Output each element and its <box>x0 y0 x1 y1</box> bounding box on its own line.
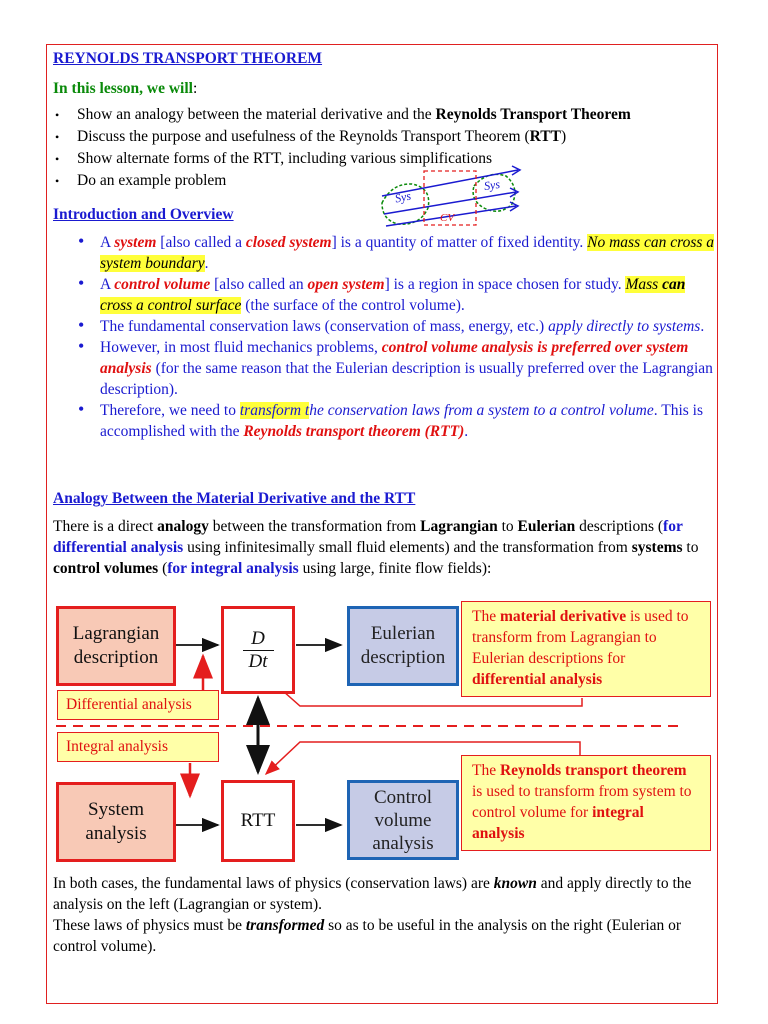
integral-analysis-label: Integral analysis <box>57 732 219 762</box>
sketch-sys-right-label: Sys <box>483 176 501 194</box>
control-volume-analysis-box: Control volume analysis <box>347 780 459 860</box>
material-derivative-box: D Dt <box>221 606 295 694</box>
list-item: • A control volume [also called an open system] is a region in space chosen for study. Mass can cross a control surface (the surface of the control volume). <box>78 274 718 316</box>
material-derivative-note: The material derivative is used to transform from Lagrangian to Eulerian descriptions for differential analysis <box>461 601 711 697</box>
rtt-note: The Reynolds transport theorem is used to transform from system to control volume for integral analysis <box>461 755 711 851</box>
closing-paragraph-1: In both cases, the fundamental laws of physics (conservation laws) are known and apply directly to the analysis on the left (Lagrangian or system). <box>53 875 692 913</box>
sketch-sys-left-label: Sys <box>393 188 413 206</box>
list-item: • Therefore, we need to transform the conservation laws from a system to a control volume. This is accomplished with the Reynolds transport theorem (RTT). <box>78 400 718 442</box>
page-title: REYNOLDS TRANSPORT THEOREM <box>53 50 323 67</box>
rtt-box: RTT <box>221 780 295 862</box>
lagrangian-description-box: Lagrangian description <box>56 606 176 686</box>
list-item: • Show an analogy between the material derivative and the Reynolds Transport Theorem <box>53 104 631 126</box>
sketch-cv-label: CV <box>440 212 455 224</box>
list-item: • Show alternate forms of the RTT, including various simplifications <box>53 148 631 170</box>
analogy-heading: Analogy Between the Material Derivative and the RTT <box>53 490 416 507</box>
differential-analysis-label: Differential analysis <box>57 690 219 720</box>
list-item: • Discuss the purpose and usefulness of the Reynolds Transport Theorem (RTT) <box>53 126 631 148</box>
intro-heading: Introduction and Overview <box>53 206 234 223</box>
list-item: • However, in most fluid mechanics problems, control volume analysis is preferred over system analysis (for the same reason that the Eulerian description is usually preferred over the Lagrangian description). <box>78 337 718 400</box>
lesson-intro: In this lesson, we will: <box>53 80 198 97</box>
eulerian-description-box: Eulerian description <box>347 606 459 686</box>
list-item: • A system [also called a closed system] is a quantity of matter of fixed identity. No mass can cross a system boundary. <box>78 232 718 274</box>
list-item: • The fundamental conservation laws (conservation of mass, energy, etc.) apply directly to systems. <box>78 316 718 337</box>
closing-paragraph-2: These laws of physics must be transformed so as to be useful in the analysis on the right (Eulerian or control volume). <box>53 917 682 955</box>
analogy-paragraph: There is a direct analogy between the transformation from Lagrangian to Eulerian descriptions (for differential analysis using infinitesimally small fluid elements) and the transformation from systems to control volumes (for integral analysis using large, finite flow fields): <box>53 518 699 577</box>
list-item: • Do an example problem <box>53 170 631 192</box>
system-analysis-box: System analysis <box>56 782 176 862</box>
